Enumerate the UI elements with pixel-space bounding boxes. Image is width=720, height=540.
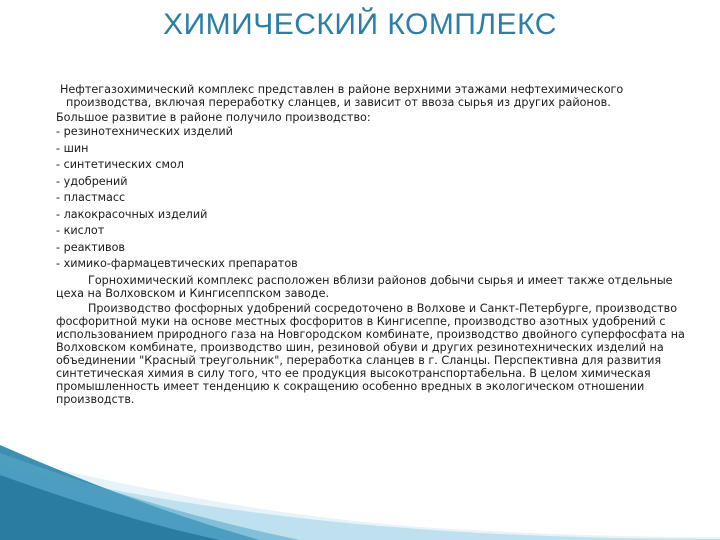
list-item: - лакокрасочных изделий <box>56 207 208 221</box>
lead-line: Большое развитие в районе получило производство: <box>56 111 371 124</box>
list-item: - резинотехнических изделий <box>56 125 233 138</box>
mining-paragraph: Горнохимический комплекс расположен вблизи районов добычи сырья и имеет также отдельные цеха на Волховском и Кингисеппском заводе. <box>56 273 673 300</box>
list-item: - пластмасс <box>56 191 126 204</box>
fertilizer-paragraph: Производство фосфорных удобрений сосредоточено в Волхове и Санкт-Петербурге, производство фосфоритной муки на основе местных фосфоритов в Кингисеппе, производство азотных удобрений с использованием природного газа на Новгородском комбинате, производство двойного суперфосфата на Волховском комбинате, производство шин, резиновой обуви и других резинотехнических изделий на объединении "Красный треугольник", переработка сланцев в г. Сланцы. Перспективна для развития синтетическая химия в силу того, что ее продукция высокотранспортабельна. В целом химическая промышленность имеет тенденцию к сокращению особенно вредных в экологическом отношении производств. <box>56 301 685 406</box>
product-list <box>56 125 686 270</box>
slide-title: ХИМИЧЕСКИЙ КОМПЛЕКС <box>163 8 557 41</box>
list-item: - реактивов <box>56 240 126 254</box>
bottom-wave-decoration <box>0 445 720 540</box>
list-item: - шин <box>56 141 89 155</box>
list-item: - химико-фармацевтических препаратов <box>56 257 298 270</box>
list-item: - кислот <box>56 224 105 237</box>
intro-paragraph <box>56 83 686 109</box>
intro-line-1: Нефтегазохимический комплекс представлен в районе верхними этажами нефтехимического <box>60 83 624 96</box>
slide-body <box>56 83 686 406</box>
intro-line-2: производства, включая переработку сланцев, и зависит от ввоза сырья из других районов. <box>66 96 611 109</box>
list-item: - синтетических смол <box>56 158 184 171</box>
list-item: - удобрений <box>56 174 128 188</box>
